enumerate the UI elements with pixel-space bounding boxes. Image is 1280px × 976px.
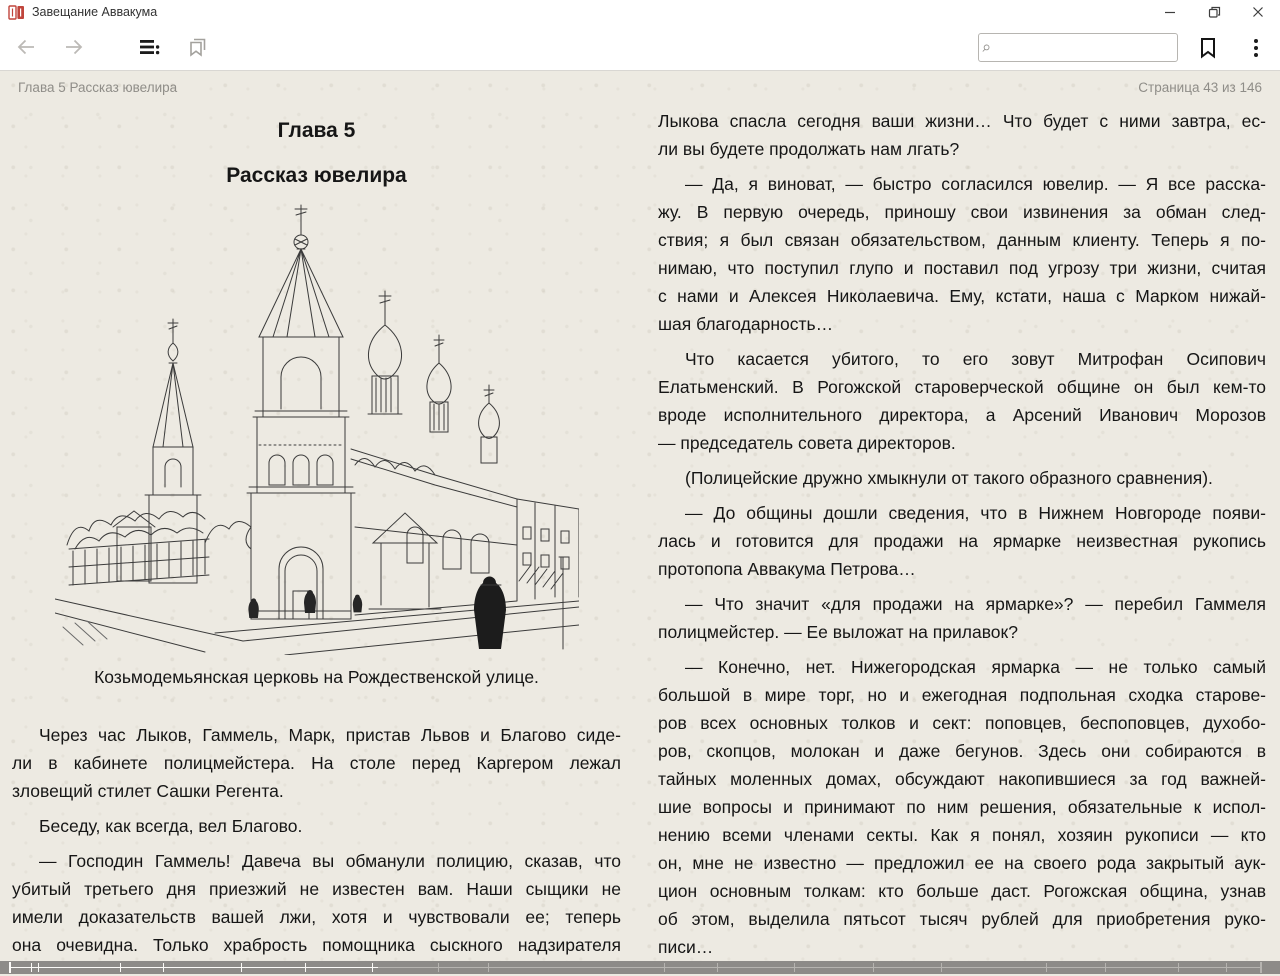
text-line: тайных моленных домах, обсуждают накопившиеся за год важней- — [658, 769, 1266, 789]
progress-track-read — [9, 967, 378, 968]
text-line: вроде исполнительного директора, а Арсений Иванович Морозов — [658, 405, 1266, 425]
text-line: большой в мире торг, но и ежегодная подпольная сходка старове- — [658, 685, 1266, 705]
close-button[interactable] — [1236, 0, 1280, 24]
text-line: шие вопросы и принимают по ним решения, обязательные к испол- — [658, 797, 1266, 817]
minimize-button[interactable] — [1148, 0, 1192, 24]
overflow-menu-button[interactable] — [1238, 30, 1274, 66]
bookmark-icon — [1197, 36, 1219, 60]
text-line: Через час Лыков, Гаммель, Марк, пристав Львов и Благово сиде- — [39, 725, 621, 745]
text-line: лась и готовится для продажи на ярмарке неизвестная рукопись — [658, 531, 1266, 551]
text-line: имели доказательств вашей лжи, хотя и чувствовали ее; теперь — [12, 907, 621, 927]
text-line: ли в кабинете полицмейстера. На столе перед Каргером лежал — [12, 753, 621, 773]
forward-button[interactable] — [56, 29, 92, 65]
paragraph — [12, 721, 621, 805]
restore-button[interactable] — [1192, 0, 1236, 24]
back-arrow-icon — [15, 36, 37, 58]
kebab-menu-icon — [1246, 36, 1266, 60]
search-icon — [979, 40, 993, 56]
minimize-icon — [1164, 6, 1176, 18]
church-illustration — [55, 197, 579, 655]
text-line: Беседу, как всегда, вел Благово. — [39, 816, 303, 836]
paragraph — [658, 345, 1266, 457]
paragraph — [658, 170, 1266, 338]
bookmarks-list-icon — [187, 36, 209, 58]
paragraph — [658, 107, 1266, 163]
chapter-tick — [372, 963, 373, 972]
paragraph — [658, 653, 1266, 961]
text-line: Лыкова спасла сегодня ваши жизни… Что будет с ними завтра, ес- — [658, 111, 1266, 131]
left-text-column — [12, 71, 621, 959]
page-number-indicator: Страница 43 из 146 — [1138, 80, 1262, 95]
restore-icon — [1208, 6, 1221, 19]
text-line: он, мне не известно — предложил ее на своего рода закрытый аук- — [658, 853, 1266, 873]
paragraph — [658, 590, 1266, 646]
text-line: полицмейстер. — Ее выложат на прилавок? — [658, 622, 1018, 642]
text-line: — Конечно, нет. Нижегородская ярмарка — не только самый — [685, 657, 1266, 677]
table-of-contents-icon — [139, 37, 161, 57]
text-line: она очевидна. Только храбрость помощника сыскного надзирателя — [12, 935, 621, 955]
search-input[interactable] — [993, 34, 1177, 61]
add-bookmark-button[interactable] — [1190, 30, 1226, 66]
chapter-tick — [717, 963, 718, 972]
chapter-tick — [1105, 963, 1106, 972]
bookmarks-list-button[interactable] — [180, 29, 216, 65]
text-line: ли вы будете продолжать нам лгать? — [658, 139, 960, 159]
app-icon[interactable] — [8, 4, 25, 21]
chapter-tick — [664, 963, 665, 972]
progress-track-unread — [378, 967, 1260, 968]
forward-arrow-icon — [63, 36, 85, 58]
text-line: жу. В первую очередь, приношу свои извинения за обман след- — [658, 202, 1266, 222]
illustration-caption: Козьмодемьянская церковь на Рождественской улице. — [94, 667, 539, 687]
chapter-tick — [941, 963, 942, 972]
text-line: нению всеми членами секты. Как я понял, хозяин рукописи — кто — [658, 825, 1266, 845]
chapter-tick — [1226, 963, 1227, 972]
chapter-tick — [1046, 963, 1047, 972]
chapter-tick — [1260, 962, 1262, 973]
paragraph — [12, 812, 621, 840]
text-line: убитый третьего дня приезжий не известен вам. Наши сыщики не — [12, 879, 621, 899]
chapter-tick — [794, 963, 795, 972]
chapter-title: Глава 5 — [277, 119, 356, 142]
text-line: с нами и Алексея Николаевича. Ему, кстати, наша с Марком нижай- — [658, 286, 1266, 306]
chapter-tick — [31, 963, 32, 972]
left-column-text — [12, 721, 621, 959]
paragraph — [12, 847, 621, 959]
window-controls — [1148, 0, 1280, 24]
paragraph — [658, 464, 1266, 492]
text-line: Елатьменский. В Рогожской староверческой общине он был кем-то — [658, 377, 1266, 397]
book-page — [0, 71, 1280, 976]
search-box — [978, 33, 1178, 62]
text-line: шая благодарность… — [658, 314, 834, 334]
chapter-tick — [438, 963, 439, 972]
progress-bar[interactable] — [0, 961, 1280, 974]
chapter-tick — [305, 963, 306, 972]
back-button[interactable] — [8, 29, 44, 65]
text-line: об этом, выделила пятьсот тысяч рублей для приобретения руко- — [658, 909, 1266, 929]
toolbar — [0, 24, 1280, 71]
text-line: — Что значит «для продажи на ярмарке»? — перебил Гаммеля — [685, 594, 1266, 614]
chapter-tick — [241, 963, 242, 972]
text-line: писи… — [658, 937, 714, 957]
chapter-tick — [1178, 963, 1179, 972]
chapter-tick — [120, 963, 121, 972]
text-line: (Полицейские дружно хмыкнули от такого образного сравнения). — [685, 468, 1213, 488]
chapter-tick — [873, 963, 874, 972]
paragraph — [658, 499, 1266, 583]
text-line: — Господин Гаммель! Давеча вы обманули полицию, сказав, что — [39, 851, 621, 871]
chapter-breadcrumb: Глава 5 Рассказ ювелира — [18, 80, 178, 95]
text-line: — председатель совета директоров. — [658, 433, 956, 453]
text-line: Что касается убитого, то его зовут Митрофан Осипович — [685, 349, 1266, 369]
text-line: зловещий стилет Сашки Регента. — [12, 781, 284, 801]
window-titlebar — [0, 0, 1280, 24]
chapter-tick — [38, 963, 39, 972]
table-of-contents-button[interactable] — [132, 29, 168, 65]
chapter-subtitle: Рассказ ювелира — [226, 164, 407, 187]
window-title: Завещание Аввакума — [32, 5, 158, 19]
text-line: протопопа Аввакума Петрова… — [658, 559, 916, 579]
text-line: нимаю, что поступил глупо и поставил под угрозу три жизни, считая — [658, 258, 1266, 278]
text-line: ствия; я был связан обязательством, данным клиенту. Теперь я по- — [658, 230, 1266, 250]
chapter-tick — [9, 962, 11, 973]
right-text-column — [658, 107, 1266, 961]
chapter-tick — [163, 963, 164, 972]
text-line: — До общины дошли сведения, что в Нижнем Новгороде появи- — [685, 503, 1266, 523]
text-line: цион основным толкам: кто больше даст. Рогожская община, узнав — [658, 881, 1266, 901]
text-line: ров всех основных толков и сект: поповцев, беспоповцев, духобо- — [658, 713, 1266, 733]
text-line: — Да, я виноват, — быстро согласился ювелир. — Я все расска- — [685, 174, 1266, 194]
close-icon — [1252, 6, 1264, 18]
chapter-tick — [488, 963, 489, 972]
text-line: ров, скопцов, молокан и даже бегунов. Здесь они собираются в — [658, 741, 1266, 761]
